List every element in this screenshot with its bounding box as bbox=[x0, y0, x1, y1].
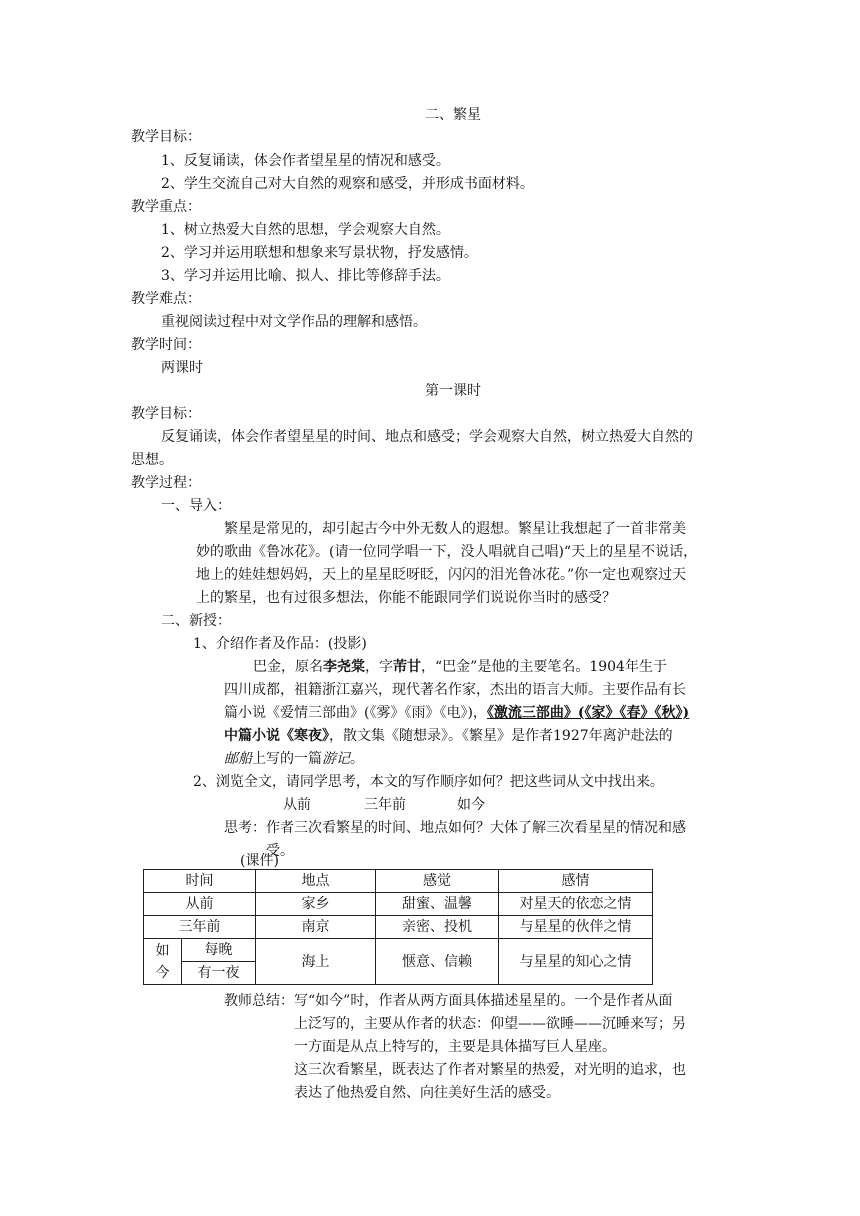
table-header-row bbox=[144, 870, 653, 893]
bio-text: 。 bbox=[350, 751, 364, 767]
bio-name: 李尧棠 bbox=[323, 659, 365, 675]
intro-heading: 一、导入： bbox=[161, 498, 231, 514]
step-1: 1、介绍作者及作品：(投影) bbox=[193, 636, 367, 652]
table-cell: 每晚 bbox=[182, 939, 256, 962]
intro-text: 妙的歌曲《鲁冰花》。(请一位同学唱一下，没人唱就自己唱)“天上的星星不说话， bbox=[196, 544, 698, 560]
bio-travelogue: 游记 bbox=[322, 751, 350, 767]
table-cell: 与星星的知心之情 bbox=[499, 939, 653, 985]
bio-line bbox=[253, 656, 667, 678]
lesson-goal-text: 思想。 bbox=[131, 452, 173, 468]
comparison-table bbox=[143, 869, 653, 985]
key-item: 3、学习并运用比喻、拟人、排比等修辞手法。 bbox=[161, 268, 450, 284]
table-header: 地点 bbox=[256, 870, 376, 893]
bio-trilogy: 《激流三部曲》(《家》《春》《秋》) bbox=[486, 705, 690, 721]
doc-title: 二、繁星 bbox=[425, 107, 481, 123]
bio-line bbox=[224, 748, 364, 770]
bio-text: ，字 bbox=[365, 659, 393, 675]
difficulty-text: 重视阅读过程中对文学作品的理解和感悟。 bbox=[161, 314, 427, 330]
think-line: 受。 bbox=[266, 843, 294, 859]
intro-text: 繁星是常见的，却引起古今中外无数人的遐想。繁星让我想起了一首非常美 bbox=[224, 521, 686, 537]
table-cell: 有一夜 bbox=[182, 962, 256, 985]
sequence-word: 三年前 bbox=[364, 797, 406, 813]
bio-line bbox=[224, 702, 689, 724]
bio-text: 巴金，原名 bbox=[253, 659, 323, 675]
lesson-goal-heading: 教学目标： bbox=[131, 406, 201, 422]
table-row bbox=[144, 939, 653, 962]
table-cell: 与星星的伙伴之情 bbox=[499, 916, 653, 939]
bio-text: ，“巴金”是他的主要笔名。1904年生于 bbox=[421, 659, 667, 675]
summary-line: 一方面是从点上特写的，主要是具体描写巨人星座。 bbox=[294, 1039, 616, 1055]
sequence-word: 从前 bbox=[283, 797, 311, 813]
intro-text: 地上的娃娃想妈妈，天上的星星眨呀眨，闪闪的泪光鲁冰花。”你一定也观察过天 bbox=[196, 567, 687, 583]
step-2: 2、浏览全文，请同学思考，本文的写作顺序如何？把这些词从文中找出来。 bbox=[193, 774, 664, 790]
table-row bbox=[144, 893, 653, 916]
bio-text: 上写的一篇 bbox=[252, 751, 322, 767]
table-cell: 南京 bbox=[256, 916, 376, 939]
think-line: 思考：作者三次看繁星的时间、地点如何？大体了解三次看星星的情况和感 bbox=[224, 820, 686, 836]
key-heading: 教学重点： bbox=[131, 199, 201, 215]
courseware-label: (课件) bbox=[240, 853, 279, 869]
summary-line: 这三次看繁星，既表达了作者对繁星的热爱，对光明的追求，也 bbox=[294, 1062, 686, 1078]
sequence-word: 如今 bbox=[457, 797, 485, 813]
summary-line: 表达了他热爱自然、向往美好生活的感受。 bbox=[294, 1085, 560, 1101]
bio-courtesy-name: 芾甘 bbox=[393, 659, 421, 675]
table-cell-now: 如今 bbox=[144, 939, 182, 985]
table-cell: 海上 bbox=[256, 939, 376, 985]
summary-line: 教师总结：写“如今”时，作者从两方面具体描述星星的。一个是作者从面 bbox=[224, 993, 673, 1009]
table-cell: 惬意、信赖 bbox=[376, 939, 499, 985]
lesson-goal-text: 反复诵读，体会作者望星星的时间、地点和感受；学会观察大自然，树立热爱大自然的 bbox=[161, 429, 693, 445]
process-heading: 教学过程： bbox=[131, 475, 201, 491]
lesson-title: 第一课时 bbox=[425, 383, 481, 399]
bio-novel: 中篇小说《寒夜》 bbox=[224, 728, 329, 744]
table-header: 感觉 bbox=[376, 870, 499, 893]
summary-line: 上泛写的，主要从作者的状态：仰望——欲睡——沉睡来写；另 bbox=[294, 1016, 686, 1032]
table-row bbox=[144, 916, 653, 939]
goals-heading: 教学目标： bbox=[131, 129, 201, 145]
table-cell: 甜蜜、温馨 bbox=[376, 893, 499, 916]
bio-text: 篇小说《爱情三部曲》(《雾》《雨》《电》)， bbox=[224, 705, 487, 721]
goal-item: 2、学生交流自己对大自然的观察和感受，并形成书面材料。 bbox=[161, 176, 534, 192]
key-item: 2、学习并运用联想和想象来写景状物，抒发感情。 bbox=[161, 245, 478, 261]
bio-text: ，散文集《随想录》。《繁星》是作者1927年离沪赴法的 bbox=[329, 728, 673, 744]
table-cell: 亲密、投机 bbox=[376, 916, 499, 939]
goal-item: 1、反复诵读，体会作者望星星的情况和感受。 bbox=[161, 153, 450, 169]
table-cell: 家乡 bbox=[256, 893, 376, 916]
table-header: 时间 bbox=[144, 870, 256, 893]
table-cell: 三年前 bbox=[144, 916, 256, 939]
difficulty-heading: 教学难点： bbox=[131, 291, 201, 307]
new-heading: 二、新授： bbox=[161, 613, 231, 629]
bio-line bbox=[224, 725, 673, 747]
table-header: 感情 bbox=[499, 870, 653, 893]
table-cell: 对星天的依恋之情 bbox=[499, 893, 653, 916]
table-cell: 从前 bbox=[144, 893, 256, 916]
time-text: 两课时 bbox=[161, 360, 203, 376]
bio-line: 四川成都，祖籍浙江嘉兴，现代著名作家，杰出的语言大师。主要作品有长 bbox=[224, 682, 686, 698]
bio-ship: 邮船 bbox=[224, 751, 252, 767]
key-item: 1、树立热爱大自然的思想，学会观察大自然。 bbox=[161, 222, 450, 238]
intro-text: 上的繁星，也有过很多想法，你能不能跟同学们说说你当时的感受？ bbox=[196, 590, 616, 606]
time-heading: 教学时间： bbox=[131, 337, 201, 353]
